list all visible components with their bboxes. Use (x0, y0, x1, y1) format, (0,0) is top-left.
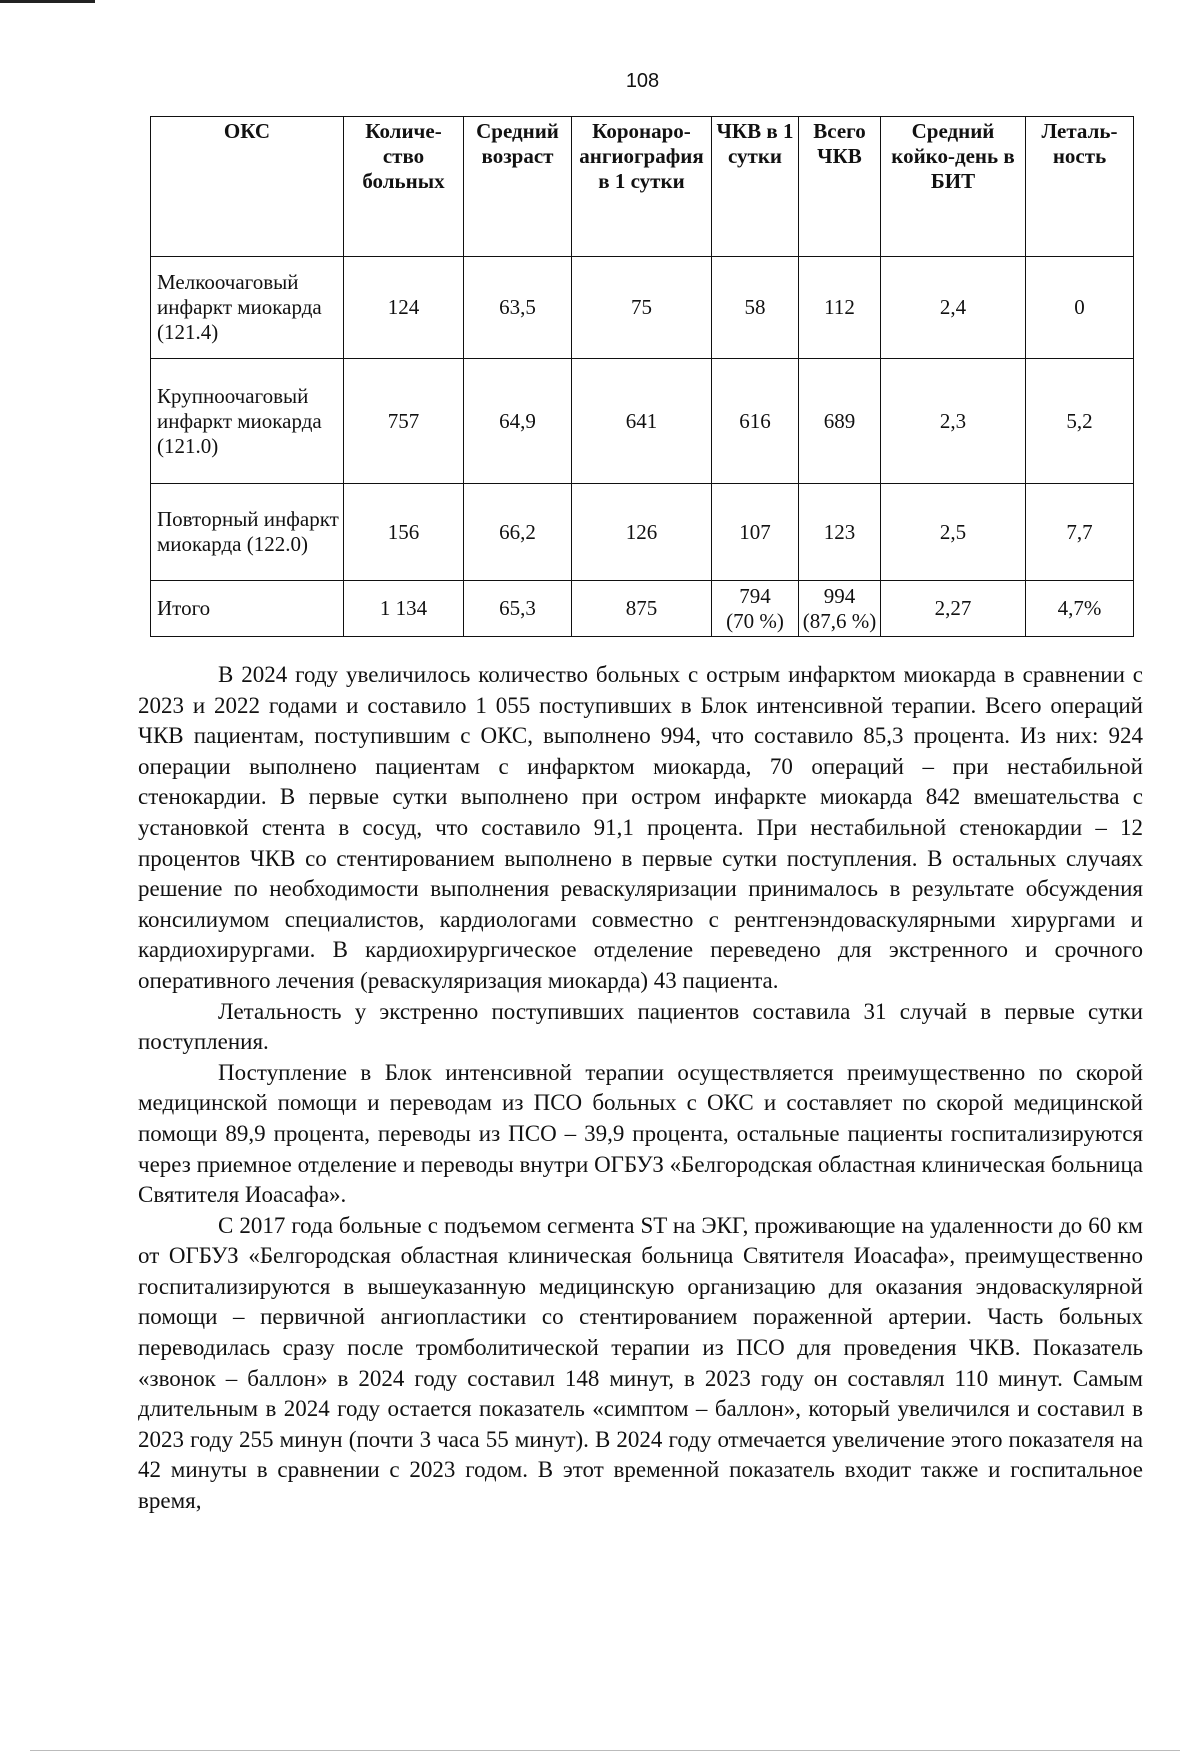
col-header-pci-day1: ЧКВ в 1 сутки (712, 117, 799, 257)
cell-count: 124 (344, 257, 464, 359)
col-header-mortality: Леталь-ность (1026, 117, 1134, 257)
table-total-row (151, 581, 1134, 637)
table-row (151, 359, 1134, 484)
cell-pci-total-value: 994 (823, 583, 856, 608)
table-row (151, 484, 1134, 581)
cell-mortality: 7,7 (1026, 484, 1134, 581)
cell-cag: 641 (572, 359, 712, 484)
paragraph: Поступление в Блок интенсивной терапии осуществляется преимущественно по скорой медицинской помощи и переводам из ПСО больных с ОКС и составляет по скорой медицинской помощи 89,9 процента, переводы из ПСО – 39,9 процента, остальные пациенты госпитализируются через приемное отделение и переводы внутри ОГБУЗ «Белгородская областная клиническая больница Святителя Иоасафа». (138, 1059, 1143, 1208)
cell-pci-day1: 58 (712, 257, 799, 359)
cell-age: 66,2 (464, 484, 572, 581)
row-label: Крупноочаговый инфаркт миокарда (121.0) (151, 359, 344, 484)
cell-count: 1 134 (344, 581, 464, 637)
paragraph: С 2017 года больные с подъемом сегмента ST на ЭКГ, проживающие на удаленности до 60 км от ОГБУЗ «Белгородская областная клиническая больница Святителя Иоасафа», преимущественно госпитализируются в вышеуказанную медицинскую организацию для оказания эндоваскулярной помощи – первичной ангиопластики со стентированием пораженной артерии. Часть больных переводилась сразу после тромболитической терапии из ПСО для проведения ЧКВ. Показатель «звонок – баллон» в 2024 году составил 148 минут, в 2023 году он составлял 110 минут. Самым длительным в 2024 году остается показатель «симптом – баллон», который увеличился и составил в 2023 году 255 минун (почти 3 часа 55 минут). В 2024 году отмечается увеличение этого показателя на 42 минуты в сравнении с 2023 годом. В этот временной показатель входит также и госпитальное время, (138, 1212, 1143, 1514)
col-header-coronary-angiography: Коронаро-ангиография в 1 сутки (572, 117, 712, 257)
cell-pci-total: 123 (799, 484, 881, 581)
cell-pci-day1-value: 794 (739, 583, 771, 608)
cell-pci-day1: 616 (712, 359, 799, 484)
scan-edge-mark (0, 0, 95, 3)
paragraph: В 2024 году увеличилось количество больных с острым инфарктом миокарда в сравнении с 2023 и 2022 годами и составило 1 055 поступивших в Блок интенсивной терапии. Всего операций ЧКВ пациентам, поступившим с ОКС, выполнено 994, что составило 85,3 процента. Из них: 924 операции выполнено пациентам с инфарктом миокарда, 70 операций – при нестабильной стенокардии. В первые сутки выполнено при остром инфаркте миокарда 842 вмешательства с установкой стента в сосуд, что составило 91,1 процента. При нестабильной стенокардии – 12 процентов ЧКВ со стентированием выполнено в первые сутки поступления. В остальных случаях решение по необходимости выполнения реваскуляризации принималось в результате обсуждения консилиумом специалистов, кардиологами совместно с рентгенэндоваскулярными хирургами и кардиохирургами. В кардиохирургическое отделение переведено для экстренного и срочного оперативного лечения (реваскуляризация миокарда) 43 пациента. (138, 662, 1143, 993)
row-label: Итого (151, 581, 344, 637)
cell-pci-total (799, 581, 881, 637)
cell-pci-day1-percent: (70 %) (726, 608, 784, 633)
col-header-bed-days: Средний койко-день в БИТ (881, 117, 1026, 257)
cell-count: 757 (344, 359, 464, 484)
cell-mortality: 4,7% (1026, 581, 1134, 637)
page-number: 108 (625, 70, 660, 92)
cell-cag: 75 (572, 257, 712, 359)
cell-mortality: 5,2 (1026, 359, 1134, 484)
col-header-pci-total: Всего ЧКВ (799, 117, 881, 257)
row-label: Мелкоочаговый инфаркт миокарда (121.4) (151, 257, 344, 359)
cell-bed-days: 2,4 (881, 257, 1026, 359)
table-header-row (151, 117, 1134, 257)
cell-bed-days: 2,5 (881, 484, 1026, 581)
cell-count: 156 (344, 484, 464, 581)
cell-pci-day1 (712, 581, 799, 637)
body-text (138, 660, 1143, 1517)
cell-pci-total: 112 (799, 257, 881, 359)
col-header-oks: ОКС (151, 117, 344, 257)
row-label: Повторный инфаркт миокарда (122.0) (151, 484, 344, 581)
cell-bed-days: 2,27 (881, 581, 1026, 637)
paragraph: Летальность у экстренно поступивших пациентов составила 31 случай в первые сутки поступления. (138, 998, 1143, 1055)
table-row (151, 257, 1134, 359)
cell-pci-total-percent: (87,6 %) (802, 608, 877, 633)
cell-pci-total: 689 (799, 359, 881, 484)
cell-age: 63,5 (464, 257, 572, 359)
col-header-patient-count: Количе-ство больных (344, 117, 464, 257)
cell-age: 65,3 (464, 581, 572, 637)
cell-mortality: 0 (1026, 257, 1134, 359)
oks-statistics-table (150, 116, 1134, 637)
cell-pci-day1: 107 (712, 484, 799, 581)
cell-cag: 126 (572, 484, 712, 581)
cell-cag: 875 (572, 581, 712, 637)
col-header-mean-age: Средний возраст (464, 117, 572, 257)
cell-bed-days: 2,3 (881, 359, 1026, 484)
cell-age: 64,9 (464, 359, 572, 484)
scan-bottom-edge (30, 1750, 1180, 1751)
